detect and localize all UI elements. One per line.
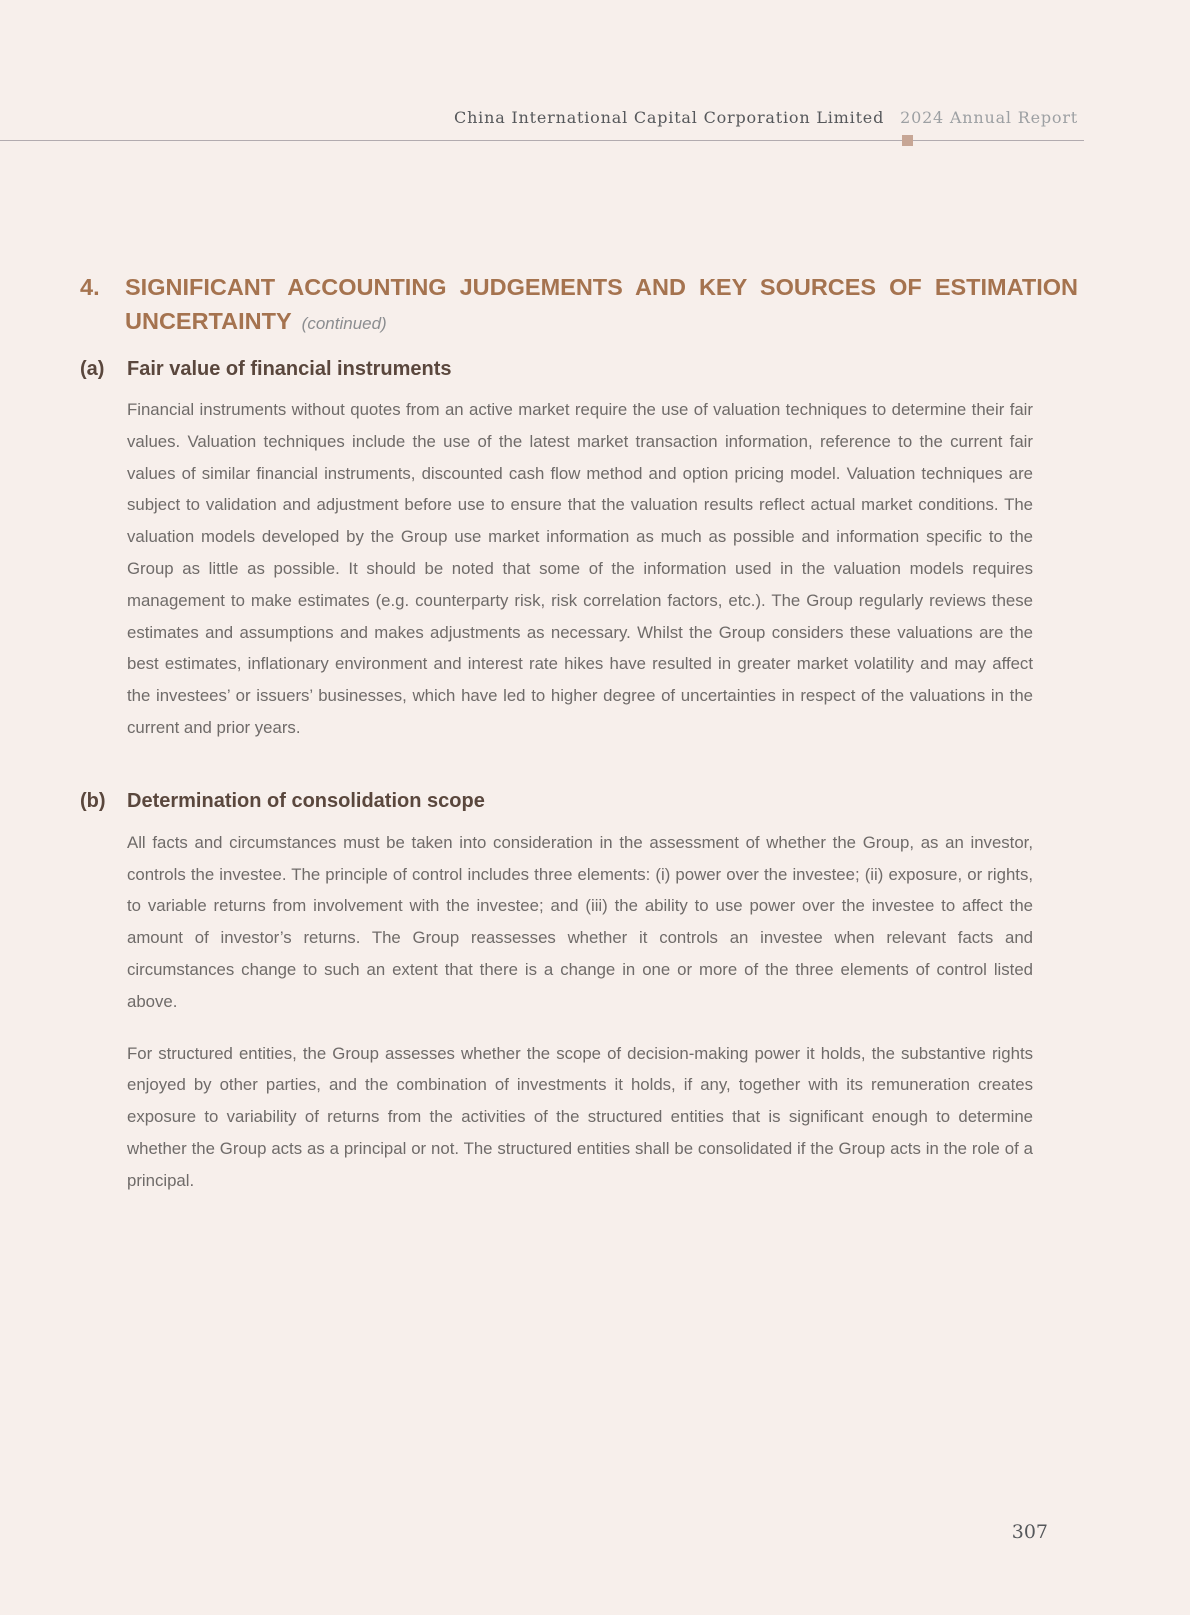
section-title-uncertainty: UNCERTAINTY: [125, 308, 292, 334]
paragraph: For structured entities, the Group assesses whether the scope of decision-making power it holds, the substantive rights enjoyed by other parties, and the combination of investments it holds, if any, together with its remuneration creates exposure to variability of returns from the activities of the structured entities that is significant enough to determine whether the Group acts as a principal or not. The structured entities shall be consolidated if the Group acts in the role of a principal.: [127, 1043, 1033, 1190]
paragraph: All facts and circumstances must be taken into consideration in the assessment of whether the Group, as an investor, controls the investee. The principle of control includes three elements: (i) power over the investee; (ii) exposure, or rights, to variable returns from involvement with the investee; and (iii) the ability to use power over the investee to affect the amount of investor’s returns. The Group reassesses whether it controls an investee when relevant facts and circumstances change to such an extent that there is a change in one or more of the three elements of control listed above.: [127, 832, 1033, 1011]
section-number: 4.: [80, 274, 100, 300]
section-heading: [80, 270, 1078, 341]
header-report-title: 2024 Annual Report: [900, 108, 1078, 127]
header-accent-square: [902, 135, 913, 146]
subsection-a: [80, 355, 1078, 744]
page-content: [80, 270, 1078, 1197]
section-continued-note: (continued): [301, 314, 387, 333]
subsection-b-label: (b): [80, 789, 106, 812]
section-title-line1: SIGNIFICANT ACCOUNTING JUDGEMENTS AND KEY SOURCES OF ESTIMATION: [125, 274, 1078, 300]
running-header: [0, 108, 1078, 127]
subsection-a-title: Fair value of financial instruments: [127, 358, 452, 380]
subsection-b-body: [127, 827, 1033, 1197]
subsection-b: [80, 787, 1078, 1197]
page-number: 307: [1011, 1521, 1048, 1543]
paragraph: Financial instruments without quotes from an active market require the use of valuation techniques to determine their fair values. Valuation techniques include the use of the latest market transaction information, reference to the current fair values of similar financial instruments, discounted cash flow method and option pricing model. Valuation techniques are subject to validation and adjustment before use to ensure that the valuation results reflect actual market conditions. The valuation models developed by the Group use market information as much as possible and information specific to the Group as little as possible. It should be noted that some of the information used in the valuation models requires management to make estimates (e.g. counterparty risk, risk correlation factors, etc.). The Group regularly reviews these estimates and assumptions and makes adjustments as necessary. Whilst the Group considers these valuations are the best estimates, inflationary environment and interest rate hikes have resulted in greater market volatility and may affect the investees’ or issuers’ businesses, which have led to higher degree of uncertainties in respect of the valuations in the current and prior years.: [127, 400, 1033, 737]
section-title-line2: [125, 304, 1078, 341]
section-title: [125, 270, 1078, 341]
subsection-a-heading: [80, 355, 1078, 383]
subsection-a-label: (a): [80, 358, 105, 380]
header-company-name: China International Capital Corporation Limited: [454, 108, 885, 127]
header-divider-line: [0, 140, 1084, 141]
subsection-a-body: [127, 394, 1033, 744]
subsection-b-title: Determination of consolidation scope: [127, 789, 485, 812]
subsection-b-heading: [80, 787, 1078, 815]
